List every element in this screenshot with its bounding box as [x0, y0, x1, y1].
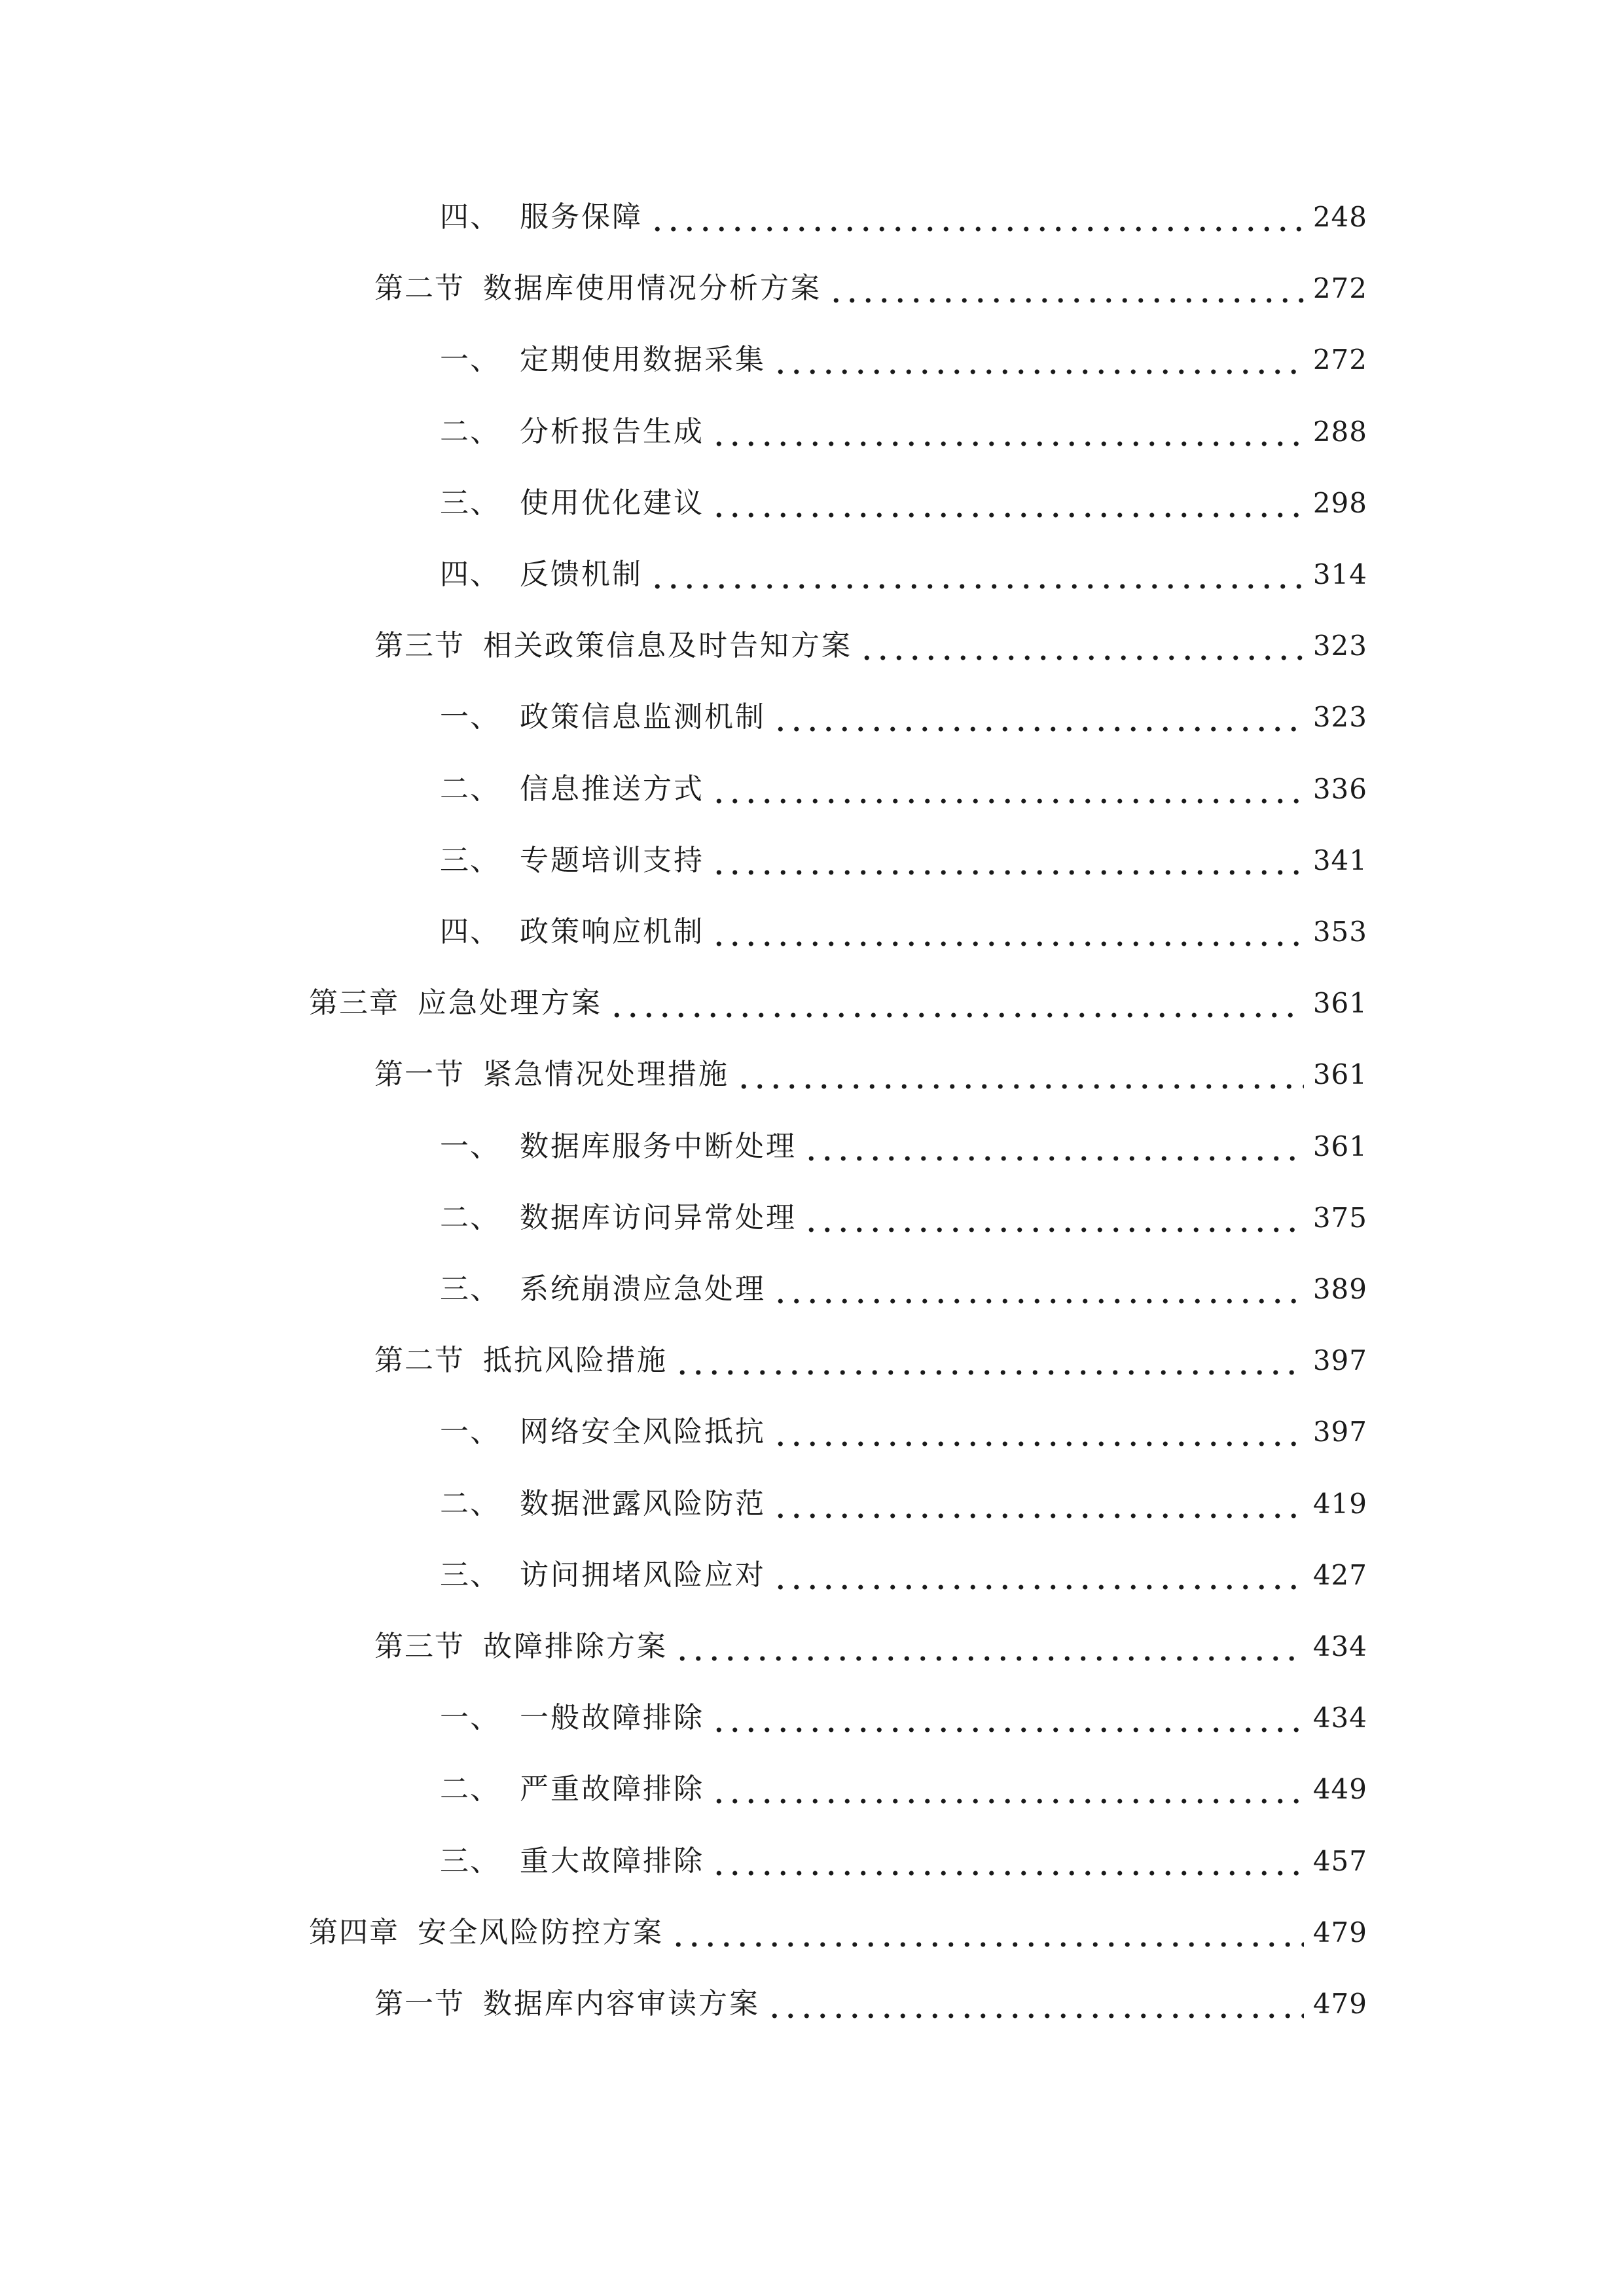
toc-entry-page-number: 434 [1312, 1630, 1367, 1662]
toc-entry-number: 一、 [440, 1415, 500, 1448]
toc-entry-item[interactable] [440, 1409, 1367, 1455]
toc-dot-leader [674, 1338, 1304, 1384]
toc-entry-title: 相关政策信息及时告知方案 [483, 629, 852, 662]
toc-entry-page-number: 375 [1312, 1202, 1367, 1234]
toc-dot-leader [609, 980, 1304, 1026]
toc-entry-number: 第三节 [374, 1630, 465, 1663]
toc-entry-page-number: 479 [1312, 1916, 1367, 1948]
toc-entry-number: 一、 [440, 1701, 500, 1734]
toc-dot-leader [772, 694, 1304, 740]
toc-dot-leader [772, 1266, 1304, 1312]
toc-entry-title: 访问拥堵风险应对 [520, 1558, 766, 1592]
toc-entry-number: 三、 [440, 844, 500, 877]
toc-entry-title: 重大故障排除 [520, 1844, 704, 1878]
toc-entry-page-number: 272 [1312, 344, 1367, 376]
toc-entry-page-number: 434 [1312, 1702, 1367, 1734]
toc-entry-title: 使用优化建议 [520, 486, 704, 520]
toc-entry-title: 故障排除方案 [483, 1630, 668, 1663]
toc-dot-leader [674, 1624, 1304, 1670]
toc-entry-item[interactable] [440, 1552, 1367, 1598]
toc-dot-leader [828, 266, 1304, 312]
toc-entry-title: 抵抗风险措施 [483, 1344, 668, 1377]
toc-entry-title: 安全风险防控方案 [418, 1916, 664, 1949]
toc-dot-leader [772, 337, 1304, 383]
toc-entry-title: 严重故障排除 [520, 1772, 704, 1806]
toc-dot-leader [711, 838, 1304, 884]
toc-entry-page-number: 361 [1312, 987, 1367, 1019]
toc-entry-item[interactable] [440, 838, 1367, 884]
toc-dot-leader [767, 1981, 1304, 2027]
toc-entry-page-number: 323 [1312, 701, 1367, 733]
toc-entry-item[interactable] [440, 766, 1367, 812]
toc-entry-page-number: 314 [1312, 558, 1367, 590]
toc-entry-title: 网络安全风险抵抗 [520, 1415, 766, 1448]
toc-entry-page-number: 397 [1312, 1416, 1367, 1448]
toc-entry-title: 政策响应机制 [520, 915, 704, 948]
toc-dot-leader [711, 766, 1304, 812]
toc-entry-item[interactable] [440, 1195, 1367, 1241]
toc-entry-number: 一、 [440, 343, 500, 376]
toc-entry-number: 三、 [440, 1844, 500, 1878]
toc-entry-number: 第四章 [309, 1916, 399, 1949]
toc-entry-number: 四、 [440, 200, 500, 234]
toc-entry-page-number: 288 [1312, 416, 1367, 448]
toc-entry-title: 数据库服务中断处理 [520, 1130, 797, 1163]
toc-entry-number: 三、 [440, 1272, 500, 1306]
toc-entry-title: 信息推送方式 [520, 772, 704, 806]
toc-entry-title: 数据库访问异常处理 [520, 1201, 797, 1234]
toc-entry-number: 第三节 [374, 629, 465, 662]
toc-entry-title: 系统崩溃应急处理 [520, 1272, 766, 1306]
toc-entry-item[interactable] [440, 409, 1367, 455]
toc-entry-title: 紧急情况处理措施 [483, 1058, 729, 1091]
toc-dot-leader [711, 480, 1304, 526]
toc-entry-title: 专题培训支持 [520, 844, 704, 877]
toc-entry-section[interactable] [374, 1052, 1367, 1098]
toc-entry-page-number: 361 [1312, 1058, 1367, 1090]
toc-dot-leader [859, 623, 1304, 669]
toc-entry-page-number: 419 [1312, 1488, 1367, 1520]
toc-entry-number: 第一节 [374, 1058, 465, 1091]
toc-entry-page-number: 389 [1312, 1273, 1367, 1305]
toc-entry-title: 数据泄露风险防范 [520, 1487, 766, 1520]
toc-entry-number: 四、 [440, 558, 500, 591]
toc-entry-item[interactable] [440, 1839, 1367, 1884]
toc-entry-number: 三、 [440, 1558, 500, 1592]
toc-entry-page-number: 353 [1312, 916, 1367, 948]
toc-entry-page-number: 479 [1312, 1988, 1367, 2020]
toc-entry-item[interactable] [440, 194, 1367, 240]
toc-dot-leader [711, 409, 1304, 455]
toc-entry-number: 一、 [440, 700, 500, 734]
toc-entry-section[interactable] [374, 1624, 1367, 1670]
toc-entry-number: 三、 [440, 486, 500, 520]
toc-entry-title: 分析报告生成 [520, 415, 704, 448]
toc-dot-leader [772, 1552, 1304, 1598]
toc-entry-section[interactable] [374, 623, 1367, 669]
toc-entry-item[interactable] [440, 1481, 1367, 1527]
toc-dot-leader [772, 1481, 1304, 1527]
toc-entry-page-number: 397 [1312, 1344, 1367, 1376]
toc-entry-page-number: 457 [1312, 1845, 1367, 1877]
toc-entry-item[interactable] [440, 552, 1367, 598]
toc-entry-item[interactable] [440, 1266, 1367, 1312]
toc-dot-leader [670, 1910, 1304, 1956]
toc-entry-page-number: 248 [1312, 201, 1367, 233]
toc-entry-page-number: 272 [1312, 272, 1367, 304]
toc-dot-leader [711, 1695, 1304, 1741]
toc-entry-chapter[interactable] [309, 980, 1367, 1026]
toc-entry-number: 第二节 [374, 1344, 465, 1377]
toc-dot-leader [711, 1839, 1304, 1884]
toc-entry-item[interactable] [440, 337, 1367, 383]
toc-entry-section[interactable] [374, 1981, 1367, 2027]
toc-entry-item[interactable] [440, 1767, 1367, 1812]
toc-entry-section[interactable] [374, 266, 1367, 312]
toc-entry-page-number: 323 [1312, 630, 1367, 662]
toc-entry-page-number: 449 [1312, 1773, 1367, 1805]
toc-entry-number: 二、 [440, 1772, 500, 1806]
toc-entry-title: 反馈机制 [520, 558, 643, 591]
toc-entry-title: 数据库使用情况分析方案 [483, 272, 821, 305]
toc-entry-number: 一、 [440, 1130, 500, 1163]
toc-entry-page-number: 336 [1312, 773, 1367, 805]
toc-entry-title: 一般故障排除 [520, 1701, 704, 1734]
toc-dot-leader [803, 1195, 1304, 1241]
toc-entry-title: 定期使用数据采集 [520, 343, 766, 376]
toc-entry-item[interactable] [440, 694, 1367, 740]
toc-entry-title: 数据库内容审读方案 [483, 1987, 760, 2020]
toc-entry-chapter[interactable] [309, 1910, 1367, 1956]
toc-entry-number: 二、 [440, 1487, 500, 1520]
toc-dot-leader [649, 194, 1304, 240]
toc-entry-item[interactable] [440, 909, 1367, 955]
toc-dot-leader [803, 1124, 1304, 1170]
toc-entry-page-number: 427 [1312, 1559, 1367, 1591]
toc-dot-leader [736, 1052, 1304, 1098]
toc-dot-leader [711, 1767, 1304, 1812]
toc-entry-title: 政策信息监测机制 [520, 700, 766, 734]
toc-entry-page-number: 361 [1312, 1130, 1367, 1162]
toc-dot-leader [711, 909, 1304, 955]
toc-entry-title: 应急处理方案 [418, 986, 602, 1020]
toc-dot-leader [772, 1409, 1304, 1455]
toc-entry-page-number: 341 [1312, 844, 1367, 876]
toc-entry-item[interactable] [440, 1695, 1367, 1741]
toc-entry-section[interactable] [374, 1338, 1367, 1384]
toc-entry-item[interactable] [440, 480, 1367, 526]
toc-dot-leader [649, 552, 1304, 598]
toc-entry-number: 二、 [440, 772, 500, 806]
toc-entry-item[interactable] [440, 1124, 1367, 1170]
toc-entry-number: 二、 [440, 415, 500, 448]
toc-entry-number: 二、 [440, 1201, 500, 1234]
toc-entry-number: 第一节 [374, 1987, 465, 2020]
toc-entry-number: 第三章 [309, 986, 399, 1020]
toc-entry-page-number: 298 [1312, 487, 1367, 519]
toc-entry-title: 服务保障 [520, 200, 643, 234]
toc-entry-number: 四、 [440, 915, 500, 948]
toc-entry-number: 第二节 [374, 272, 465, 305]
